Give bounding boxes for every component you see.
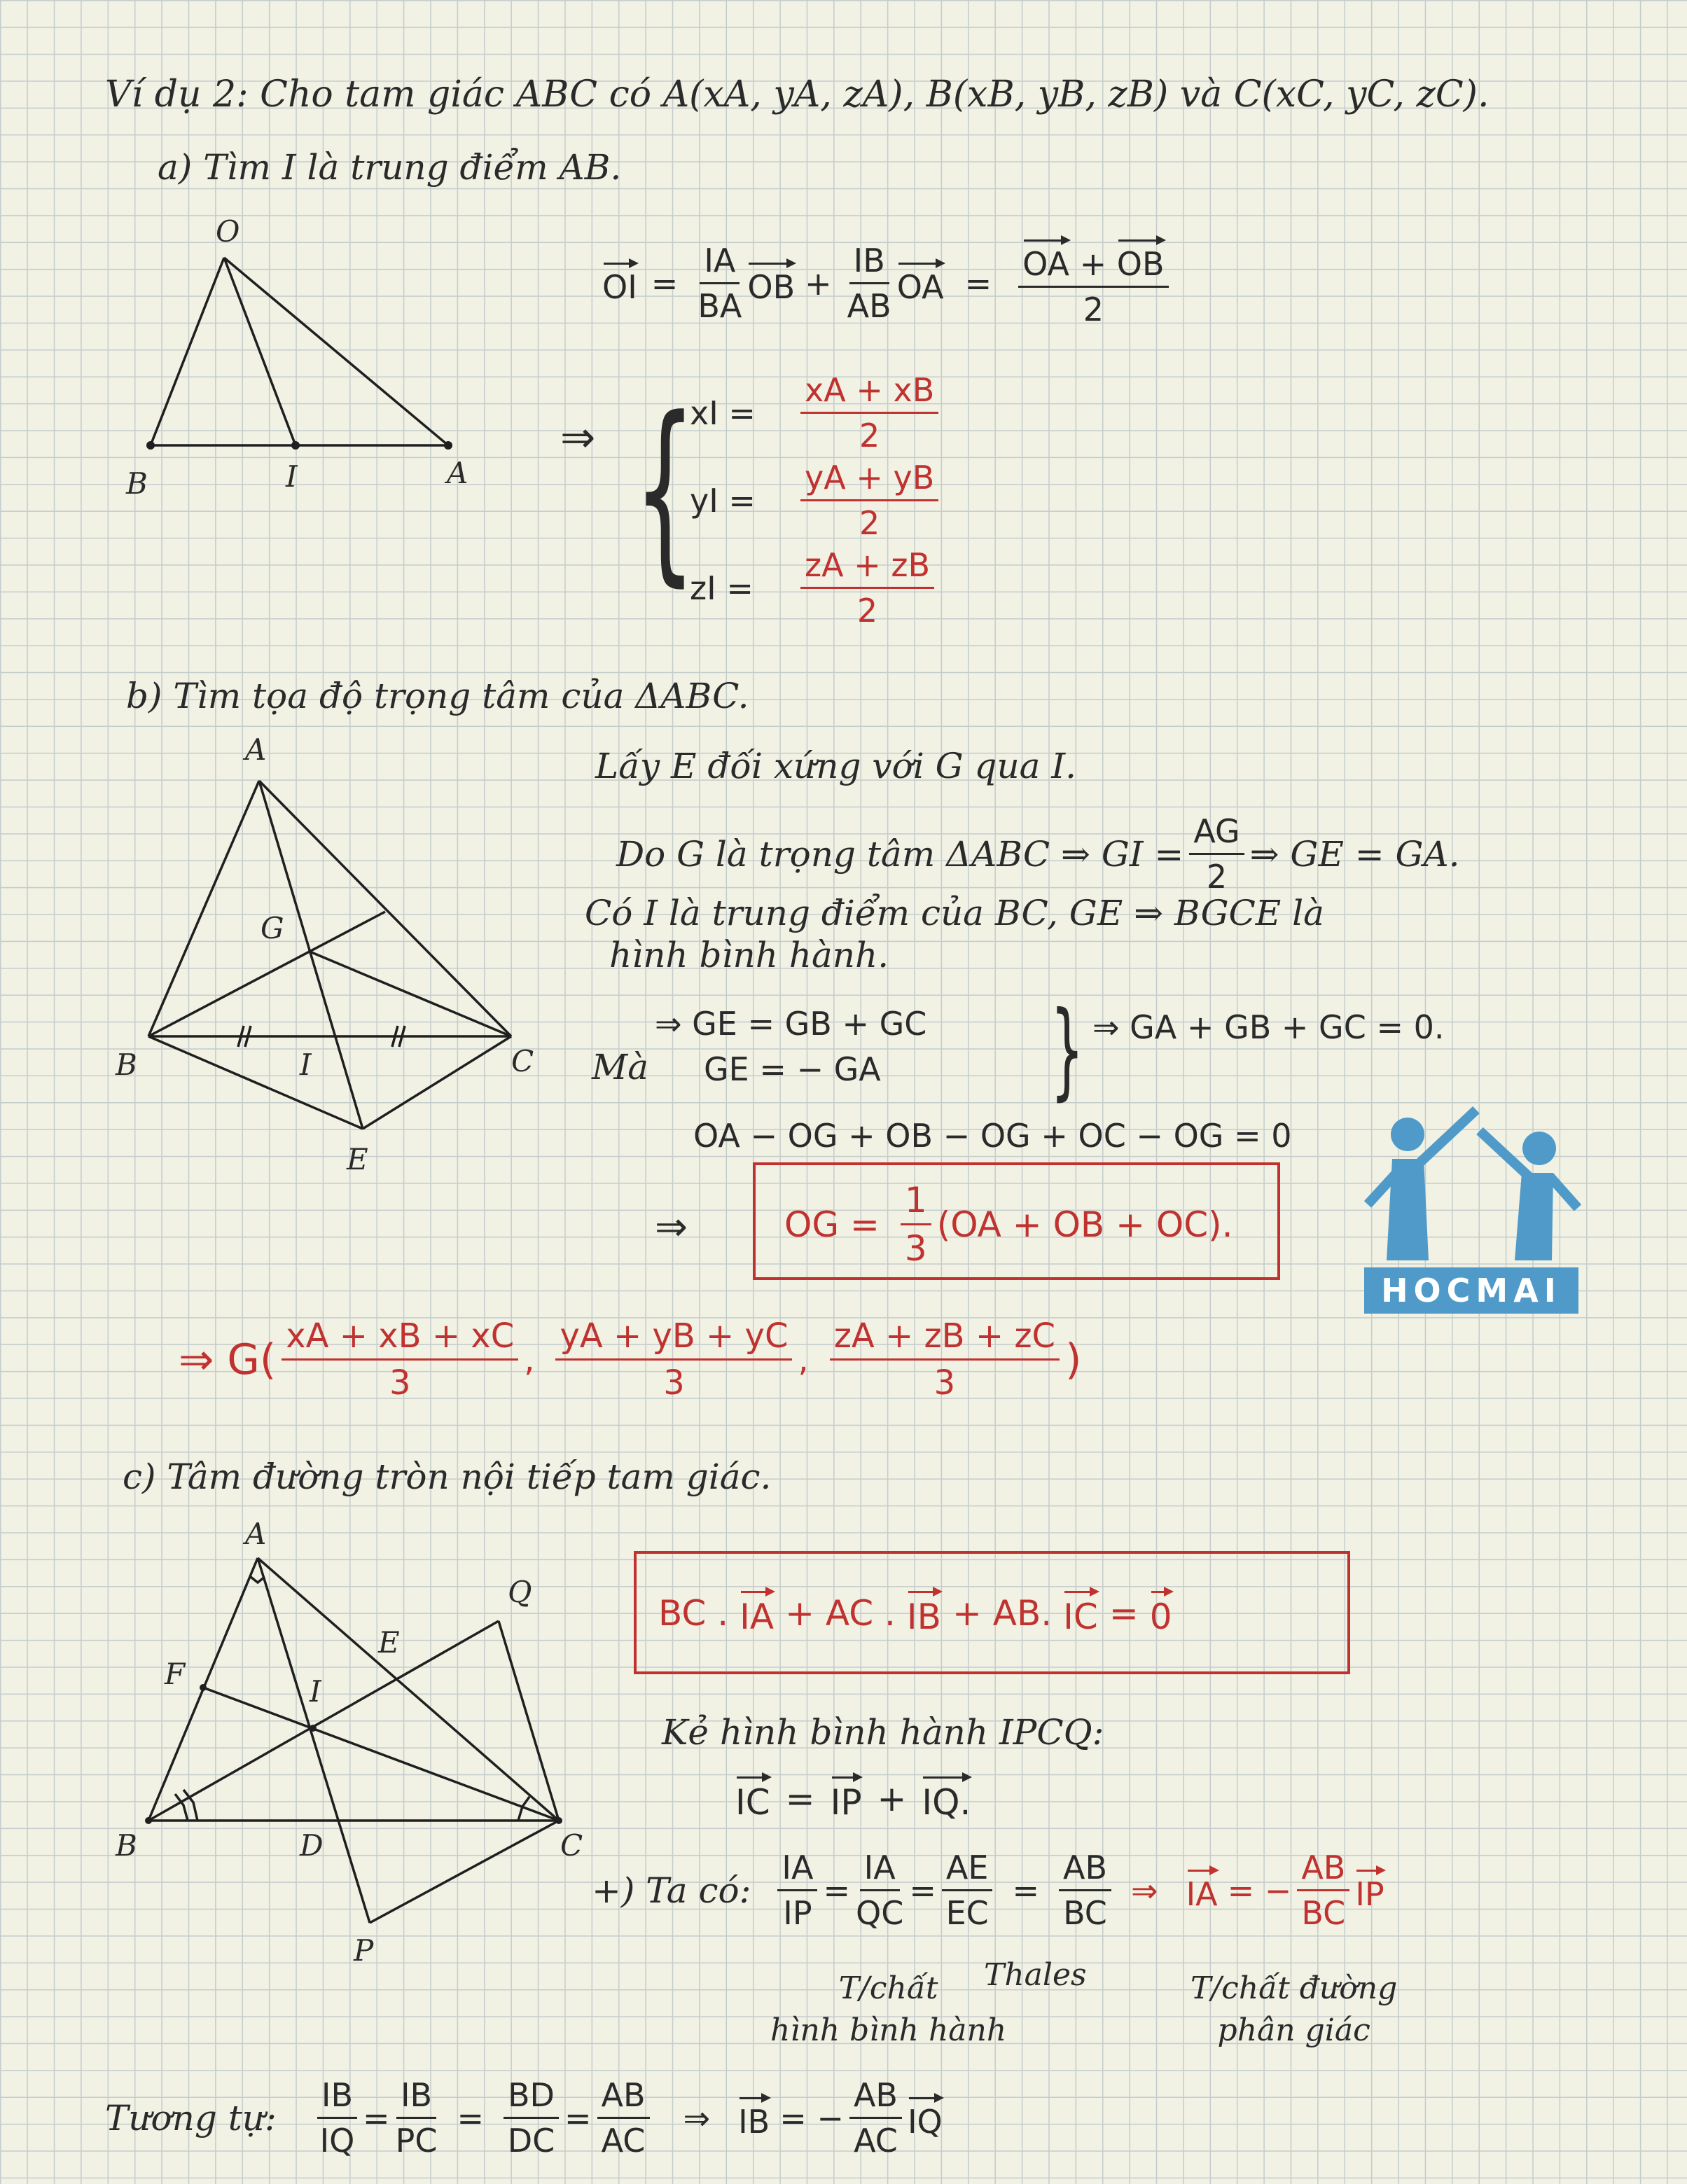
point-B [145, 1817, 152, 1824]
point-I [310, 1725, 317, 1732]
b-line-2: Do G là trọng tâm ΔABC ⇒ GI = $\frac{AG}{2}$ ⇒ GE = GA. [616, 812, 1460, 896]
c-line-2: IC = IP + IQ. [735, 1775, 971, 1823]
label-I: I [300, 1048, 312, 1082]
note-bisector: T/chất đường phân giác [1190, 1970, 1398, 2048]
implies-arrow-a: ⇒ [560, 413, 596, 462]
plus-sign: + [805, 264, 832, 302]
vector-OB: OB [747, 261, 795, 306]
label-I: I [310, 1674, 321, 1709]
midpoint-vector-formula [602, 238, 1174, 328]
label-F: F [165, 1657, 186, 1691]
segment-OI [224, 258, 296, 445]
hocmai-figures-icon [1364, 1092, 1581, 1267]
centroid-coordinates: ⇒ G( $\frac{xA + xB + xC}{3}$ , $\frac{yA + yB + yC}{3}$ , $\frac{zA + zB + zC}{3}$ ) [179, 1316, 1082, 1403]
expansion-line: OA − OG + OB − OG + OC − OG = 0 [693, 1117, 1292, 1155]
label-B: B [126, 466, 148, 501]
example-title: Ví dụ 2: Cho tam giác ABC có A(xA, yA, zA), B(xB, yB, zB) và C(xC, yC, zC). [105, 74, 1490, 116]
figure-centroid [105, 728, 539, 1190]
b-line-3: Có I là trung điểm của BC, GE ⇒ BGCE là [585, 893, 1324, 933]
coordinate-xI: xI = $\frac{xA + xB}{2}$ [690, 371, 944, 454]
label-A: A [447, 456, 468, 490]
bisector-AD [258, 1558, 370, 1923]
part-c-heading: c) Tâm đường tròn nội tiếp tam giác. [123, 1456, 772, 1497]
label-B: B [116, 1048, 137, 1082]
label-G: G [261, 911, 284, 945]
label-A: A [245, 732, 267, 767]
bisector-CF [203, 1688, 559, 1821]
segment-CE [363, 1036, 511, 1129]
label-B: B [116, 1828, 137, 1863]
side-AB [148, 781, 259, 1036]
point-A [444, 441, 452, 450]
hocmai-logo-text: HOCMAI [1364, 1267, 1578, 1314]
label-P: P [354, 1933, 374, 1968]
point-I [291, 441, 300, 450]
angle-mark-A [251, 1577, 265, 1583]
point-B [146, 441, 155, 450]
label-I: I [286, 459, 298, 494]
label-D: D [300, 1828, 324, 1863]
label-O: O [216, 214, 240, 249]
label-E: E [378, 1625, 400, 1660]
figure-midpoint [105, 210, 497, 504]
c-ratio-line: +) Ta có: $\frac{IA}{IP}$ = $\frac{IA}{QC}$ = $\frac{AE}{EC}$ = $\frac{AB}{BC}$ ⇒ IA = − $\frac{AB}{BC}$ IP [592, 1849, 1384, 1932]
vector-OI: OI [602, 261, 637, 306]
equals-sign-2: = [964, 264, 992, 302]
similarly-line: Tương tự: $\frac{IB}{IQ}$ = $\frac{IB}{PC}$ = $\frac{BD}{DC}$ = $\frac{AB}{AC}$ ⇒ IB = − $\frac{AB}{AC}$ IQ [105, 2076, 943, 2159]
segment-BE [148, 1036, 363, 1129]
segment-CP [370, 1821, 559, 1923]
system-line-2: GE = − GA [704, 1050, 881, 1088]
label-ma: Mà [592, 1047, 649, 1087]
segment-OB [151, 258, 224, 445]
label-C: C [511, 1044, 534, 1078]
b-line-1: Lấy E đối xứng với G qua I. [595, 746, 1076, 786]
incenter-vector-formula: BC . IA + AC . IB + AB. IC = 0 [658, 1590, 1172, 1637]
c-line-1: Kẻ hình bình hành IPCQ: [662, 1712, 1104, 1753]
b-line-4: hình bình hành. [609, 935, 889, 975]
centroid-vector-formula: OG = $\frac{1}{3}$ (OA + OB + OC). [784, 1180, 1233, 1269]
segment-QC [499, 1621, 559, 1821]
system-right-brace: } [1050, 989, 1084, 1111]
system-brace: { [634, 376, 697, 604]
point-C [555, 1817, 562, 1824]
coordinate-yI: yI = $\frac{yA + yB}{2}$ [690, 459, 944, 542]
implies-arrow-b: ⇒ [655, 1204, 688, 1250]
segment-OA [224, 258, 448, 445]
label-C: C [560, 1828, 583, 1863]
system-line-1: ⇒ GE = GB + GC [655, 1005, 927, 1043]
label-A: A [245, 1517, 267, 1551]
segment-GC [308, 951, 511, 1036]
coordinate-zI: zI = $\frac{zA + zB}{2}$ [690, 546, 940, 630]
fraction-IA-BA: $\frac{IA}{BA}$ [697, 242, 742, 325]
fraction-half-sum: $\frac{OA + OB}{2}$ [1018, 238, 1168, 328]
note-thales: Thales [984, 1957, 1087, 1993]
fraction-IB-AB: $\frac{IB}{AB}$ [847, 242, 891, 325]
label-E: E [347, 1142, 368, 1176]
figure-incenter [105, 1512, 595, 1975]
point-F [200, 1684, 207, 1691]
note-parallelogram: T/chất hình bình hành [770, 1970, 1007, 2048]
system-result: ⇒ GA + GB + GC = 0. [1092, 1008, 1445, 1046]
hocmai-logo [1364, 1092, 1581, 1316]
equals-sign: = [651, 264, 679, 302]
part-b-heading: b) Tìm tọa độ trọng tâm của ΔABC. [126, 676, 749, 716]
part-a-heading: a) Tìm I là trung điểm AB. [158, 147, 622, 188]
label-Q: Q [508, 1575, 532, 1609]
vector-OA: OA [897, 261, 944, 306]
